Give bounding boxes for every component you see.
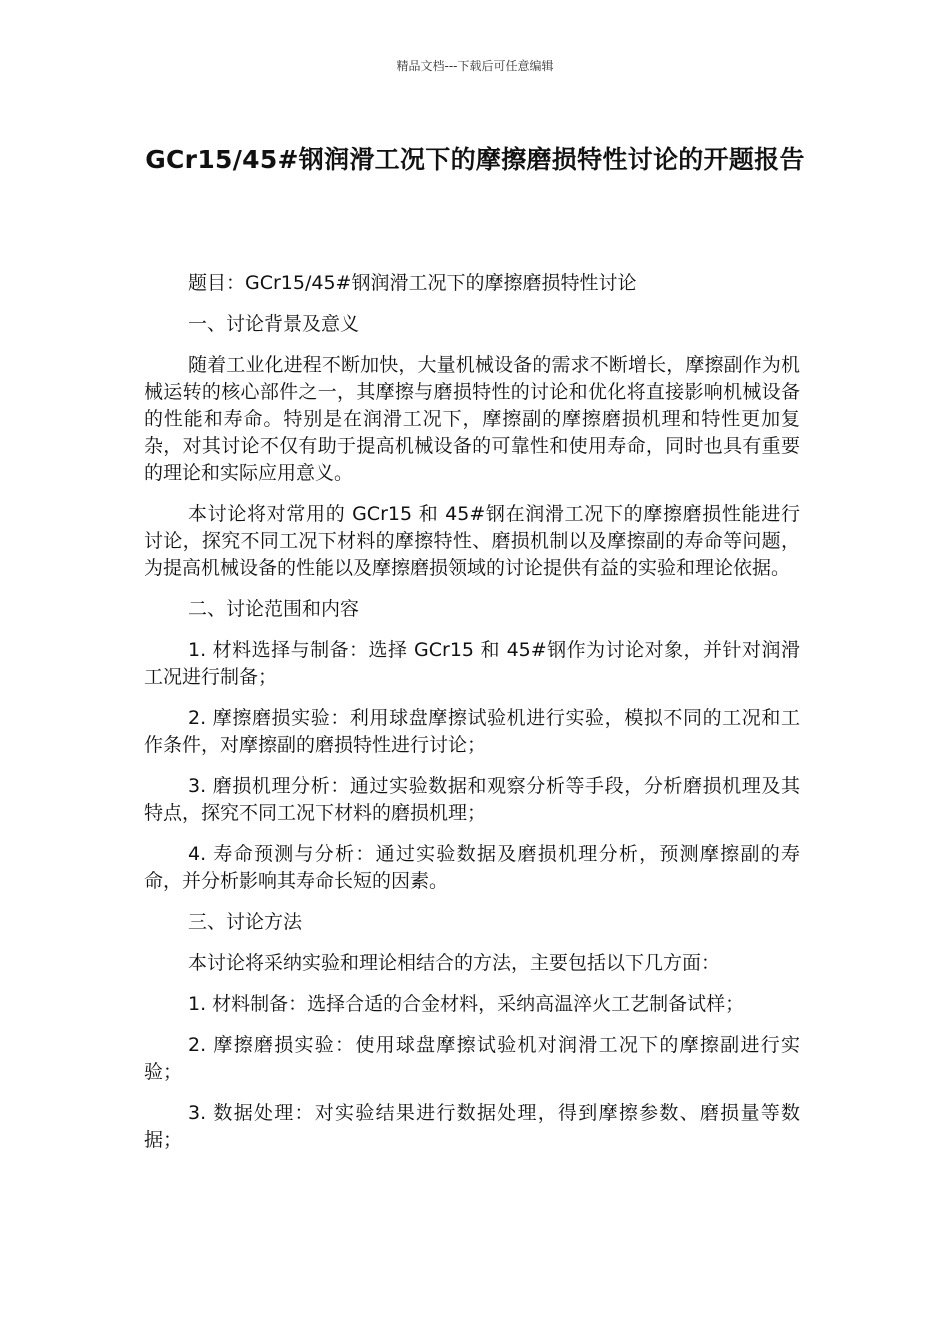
- method-item-2: 2. 摩擦磨损实验：使用球盘摩擦试验机对润滑工况下的摩擦副进行实验；: [144, 1034, 800, 1083]
- scope-item-4: 4. 寿命预测与分析：通过实验数据及磨损机理分析，预测摩擦副的寿命，并分析影响其寿命长短的因素。: [144, 843, 800, 892]
- section-heading-scope: 二、讨论范围和内容: [188, 598, 360, 620]
- document-title: GCr15/45#钢润滑工况下的摩擦磨损特性讨论的开题报告: [145, 145, 805, 174]
- document-body: [144, 270, 800, 1168]
- method-intro: 本讨论将采纳实验和理论相结合的方法，主要包括以下几方面：: [188, 952, 721, 974]
- paragraph-objective: 本讨论将对常用的 GCr15 和 45#钢在润滑工况下的摩擦磨损性能进行讨论，探究不同工况下材料的摩擦特性、磨损机制以及摩擦副的寿命等问题，为提高机械设备的性能以及摩擦磨损领域的讨论提供有益的实验和理论依据。: [144, 503, 800, 579]
- method-item-3: 3. 数据处理：对实验结果进行数据处理，得到摩擦参数、磨损量等数据；: [144, 1102, 800, 1151]
- method-item-1: 1. 材料制备：选择合适的合金材料，采纳高温淬火工艺制备试样；: [188, 993, 745, 1015]
- page-header-note: 精品文档---下载后可任意编辑: [396, 59, 554, 73]
- paragraph-background: 随着工业化进程不断加快，大量机械设备的需求不断增长，摩擦副作为机械运转的核心部件之一，其摩擦与磨损特性的讨论和优化将直接影响机械设备的性能和寿命。特别是在润滑工况下，摩擦副的摩擦磨损机理和特性更加复杂，对其讨论不仅有助于提高机械设备的可靠性和使用寿命，同时也具有重要的理论和实际应用意义。: [144, 354, 800, 484]
- topic-line: 题目：GCr15/45#钢润滑工况下的摩擦磨损特性讨论: [188, 272, 637, 294]
- scope-item-3: 3. 磨损机理分析：通过实验数据和观察分析等手段，分析磨损机理及其特点，探究不同工况下材料的磨损机理；: [144, 775, 800, 824]
- section-heading-background: 一、讨论背景及意义: [188, 313, 360, 335]
- section-heading-method: 三、讨论方法: [188, 911, 303, 933]
- scope-item-1: 1. 材料选择与制备：选择 GCr15 和 45#钢作为讨论对象，并针对润滑工况进行制备；: [144, 639, 800, 688]
- scope-item-2: 2. 摩擦磨损实验：利用球盘摩擦试验机进行实验，模拟不同的工况和工作条件，对摩擦副的磨损特性进行讨论；: [144, 707, 800, 756]
